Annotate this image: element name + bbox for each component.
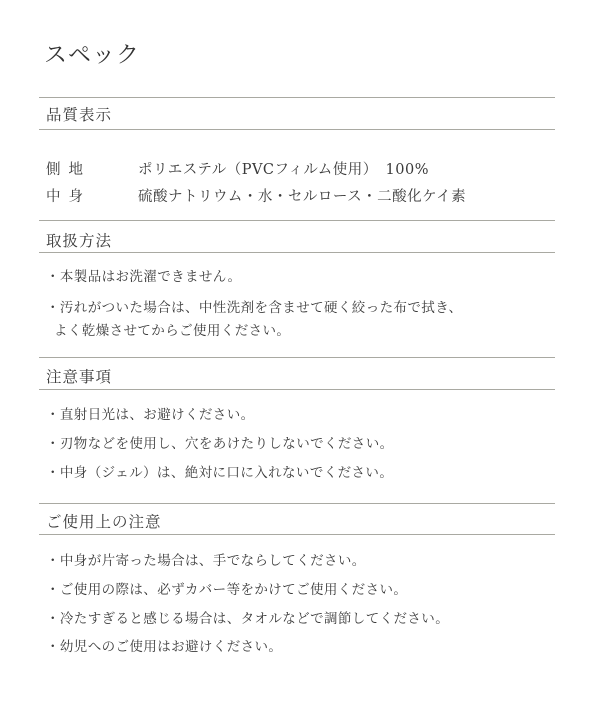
page-title: スペック — [44, 42, 140, 68]
list-item-text: ・本製品はお洗濯できません。 — [46, 269, 242, 285]
divider — [39, 534, 555, 535]
list-item-text: よく乾燥させてからご使用ください。 — [54, 323, 291, 339]
divider — [39, 252, 555, 253]
list-item-text: ・中身（ジェル）は、絶対に口に入れないでください。 — [46, 465, 394, 481]
list-item — [46, 462, 393, 485]
list-item-text: ・ご使用の際は、必ずカバー等をかけてご使用ください。 — [46, 582, 408, 598]
list-item-text: ・刃物などを使用し、穴をあけたりしないでください。 — [46, 436, 394, 452]
spec-value: ポリエステル（PVCフィルム使用） 100% — [138, 162, 429, 178]
list-item — [46, 579, 407, 602]
spec-value: 硫酸ナトリウム・水・セルロース・二酸化ケイ素 — [138, 189, 467, 205]
spec-label: 中身 — [46, 189, 91, 205]
divider — [39, 129, 555, 130]
divider — [39, 97, 555, 98]
section-heading-handling: 取扱方法 — [46, 232, 113, 250]
divider — [39, 503, 555, 504]
list-item-text: ・中身が片寄った場合は、手でならしてください。 — [46, 553, 366, 569]
list-item — [46, 404, 255, 427]
section-heading-quality: 品質表示 — [46, 106, 113, 124]
list-item — [46, 636, 282, 659]
list-item-text: ・汚れがついた場合は、中性洗剤を含ませて硬く絞った布で拭き、 — [46, 300, 463, 316]
list-item — [46, 608, 449, 631]
list-item-text: ・幼児へのご使用はお避けください。 — [46, 639, 283, 655]
divider — [39, 220, 555, 221]
spec-label: 側地 — [46, 162, 91, 178]
list-item — [46, 550, 366, 573]
list-item — [46, 433, 394, 456]
section-heading-cautions: 注意事項 — [46, 368, 113, 386]
divider — [39, 357, 555, 358]
spec-row-outer-fabric — [46, 158, 429, 179]
list-item-text: ・直射日光は、お避けください。 — [46, 407, 255, 423]
section-heading-usage: ご使用上の注意 — [46, 513, 162, 531]
list-item — [46, 297, 462, 343]
list-item — [46, 266, 241, 289]
list-item-text: ・冷たすぎると感じる場合は、タオルなどで調節してください。 — [46, 611, 450, 627]
divider — [39, 389, 555, 390]
spec-row-filling — [46, 185, 466, 206]
